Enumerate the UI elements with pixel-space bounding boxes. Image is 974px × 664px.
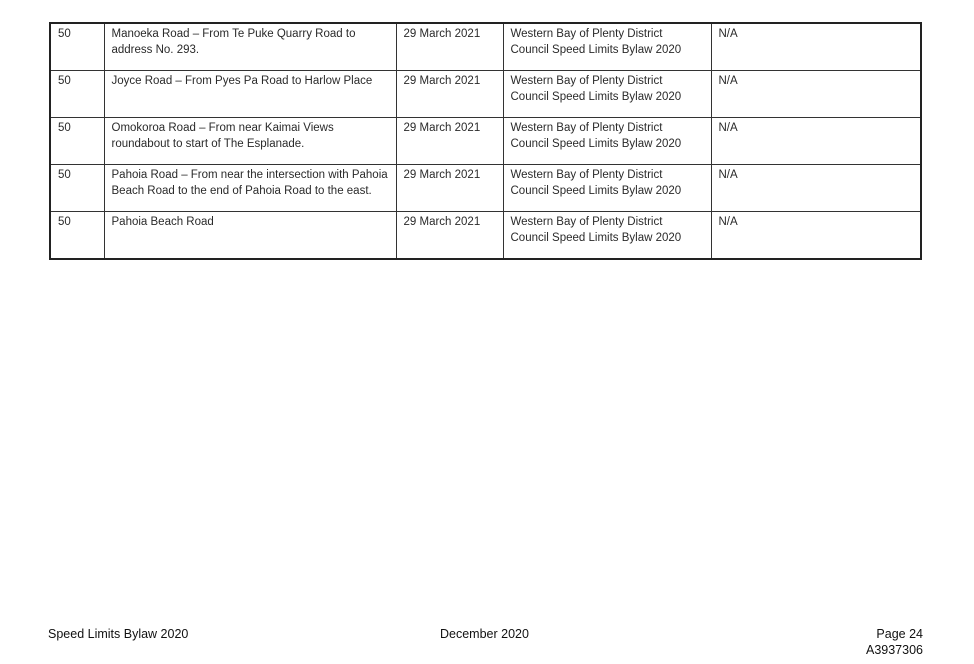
table-row [50,212,921,260]
date-cell: 29 March 2021 [396,23,503,71]
speed-cell: 50 [50,118,104,165]
notes-cell: N/A [711,165,921,212]
authority-cell: Western Bay of Plenty District Council Speed Limits Bylaw 2020 [503,23,711,71]
authority-cell: Western Bay of Plenty District Council Speed Limits Bylaw 2020 [503,71,711,118]
notes-cell: N/A [711,212,921,260]
date-cell: 29 March 2021 [396,212,503,260]
footer-page-info [866,626,923,658]
authority-cell: Western Bay of Plenty District Council Speed Limits Bylaw 2020 [503,212,711,260]
date-cell: 29 March 2021 [396,71,503,118]
speed-cell: 50 [50,23,104,71]
table-row [50,71,921,118]
table-row [50,23,921,71]
road-cell: Omokoroa Road – From near Kaimai Views roundabout to start of The Esplanade. [104,118,396,165]
road-cell: Pahoia Beach Road [104,212,396,260]
road-cell: Pahoia Road – From near the intersection with Pahoia Beach Road to the end of Pahoia Road to the east. [104,165,396,212]
notes-cell: N/A [711,118,921,165]
notes-cell: N/A [711,23,921,71]
authority-cell: Western Bay of Plenty District Council Speed Limits Bylaw 2020 [503,118,711,165]
table-row [50,118,921,165]
speed-cell: 50 [50,71,104,118]
date-cell: 29 March 2021 [396,118,503,165]
notes-cell: N/A [711,71,921,118]
document-reference: A3937306 [865,643,923,657]
authority-cell: Western Bay of Plenty District Council Speed Limits Bylaw 2020 [503,165,711,212]
speed-limits-table-container [49,22,920,260]
footer-date: December 2020 [440,627,529,641]
page-number: Page 24 [876,627,923,641]
speed-limits-table [49,22,922,260]
road-cell: Joyce Road – From Pyes Pa Road to Harlow Place [104,71,396,118]
footer-document-title: Speed Limits Bylaw 2020 [48,627,189,641]
speed-cell: 50 [50,165,104,212]
road-cell: Manoeka Road – From Te Puke Quarry Road to address No. 293. [104,23,396,71]
table-row [50,165,921,212]
speed-cell: 50 [50,212,104,260]
date-cell: 29 March 2021 [396,165,503,212]
